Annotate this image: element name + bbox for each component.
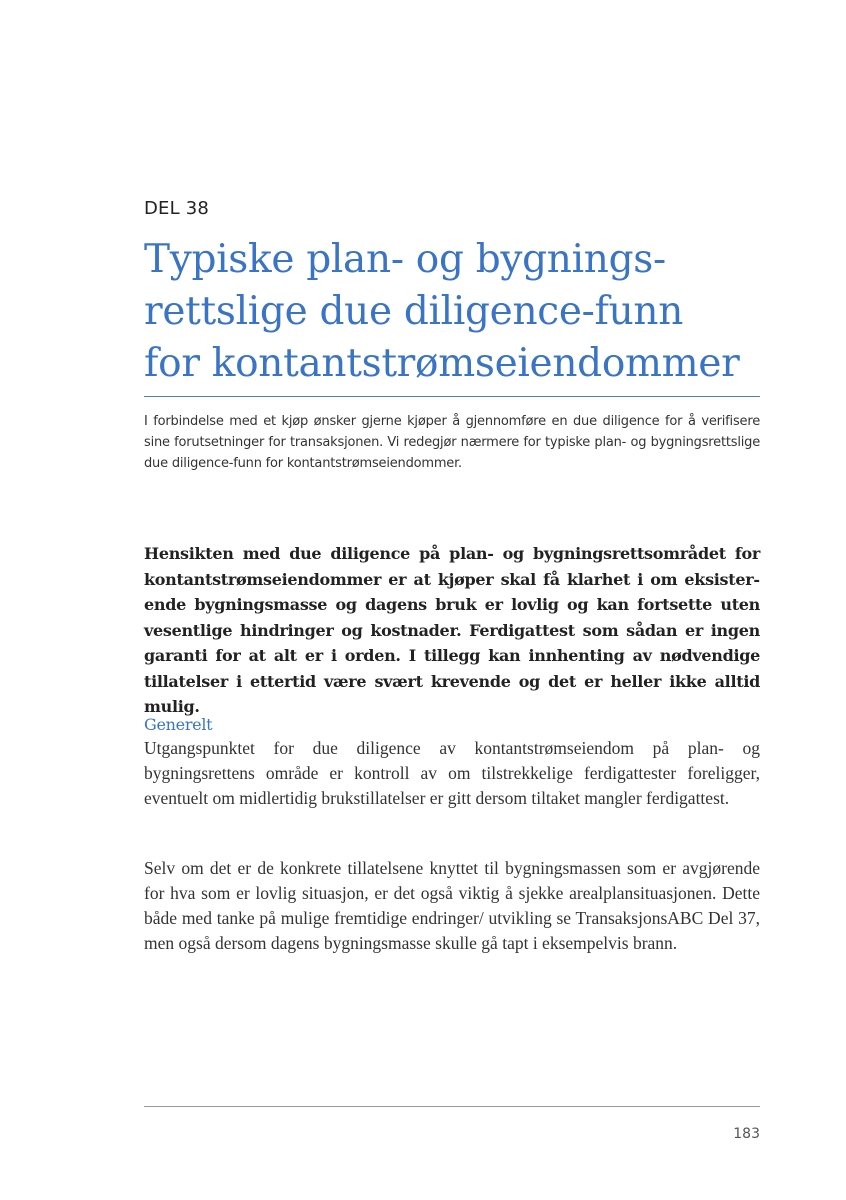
lead-paragraph: Hensikten med due diligence på plan- og bygningsrettsområdet for kontantstrømseiendommer er at kjøper skal få klarhet i om eksisterende bygningsmasse og dagens bruk er lovlig og kan fortsette uten vesentlige hindringer og kostnader. Ferdigattest som sådan er ingen garanti for at alt er i orden. I tillegg kan innhenting av nødvendige tillatelser i ettertid være svært krevende og det er heller ikke alltid mulig. xyxy=(144,544,760,716)
subheading: Generelt xyxy=(144,715,213,734)
page-number: 183 xyxy=(733,1126,760,1142)
body-paragraph-1: Utgangspunktet for due diligence av kontantstrømseiendom på plan- og bygningsrettens område er kontroll av om tilstrekkelige ferdigattester foreligger, eventuelt om midlertidig brukstillatelser er gitt dersom tiltaket mangler ferdigattest. xyxy=(144,738,760,808)
intro-paragraph: I forbindelse med et kjøp ønsker gjerne kjøper å gjennomføre en due diligence for å verifisere sine forutsetninger for transaksjonen. Vi redegjør nærmere for typiske plan- og bygningsrettslige due diligence-funn for kontantstrømseiendommer. xyxy=(144,414,760,471)
page-title: Typiske plan- og bygnings- rettslige due diligence-funn for kontantstrømseiendommer xyxy=(144,237,740,386)
footer-divider xyxy=(144,1106,760,1107)
section-label: DEL 38 xyxy=(144,198,210,219)
document-page xyxy=(144,0,760,1200)
body-paragraph-2: Selv om det er de konkrete tillatelsene knyttet til bygningsmassen som er avgjørende for hva som er lovlig situasjon, er det også viktig å sjekke arealplansituasjonen. Dette både med tanke på mulige fremtidige endringer/ utvikling se TransaksjonsABC Del 37, men også dersom dagens bygningsmasse skulle gå tapt i eksempelvis brann. xyxy=(144,858,760,953)
title-divider xyxy=(144,396,760,397)
